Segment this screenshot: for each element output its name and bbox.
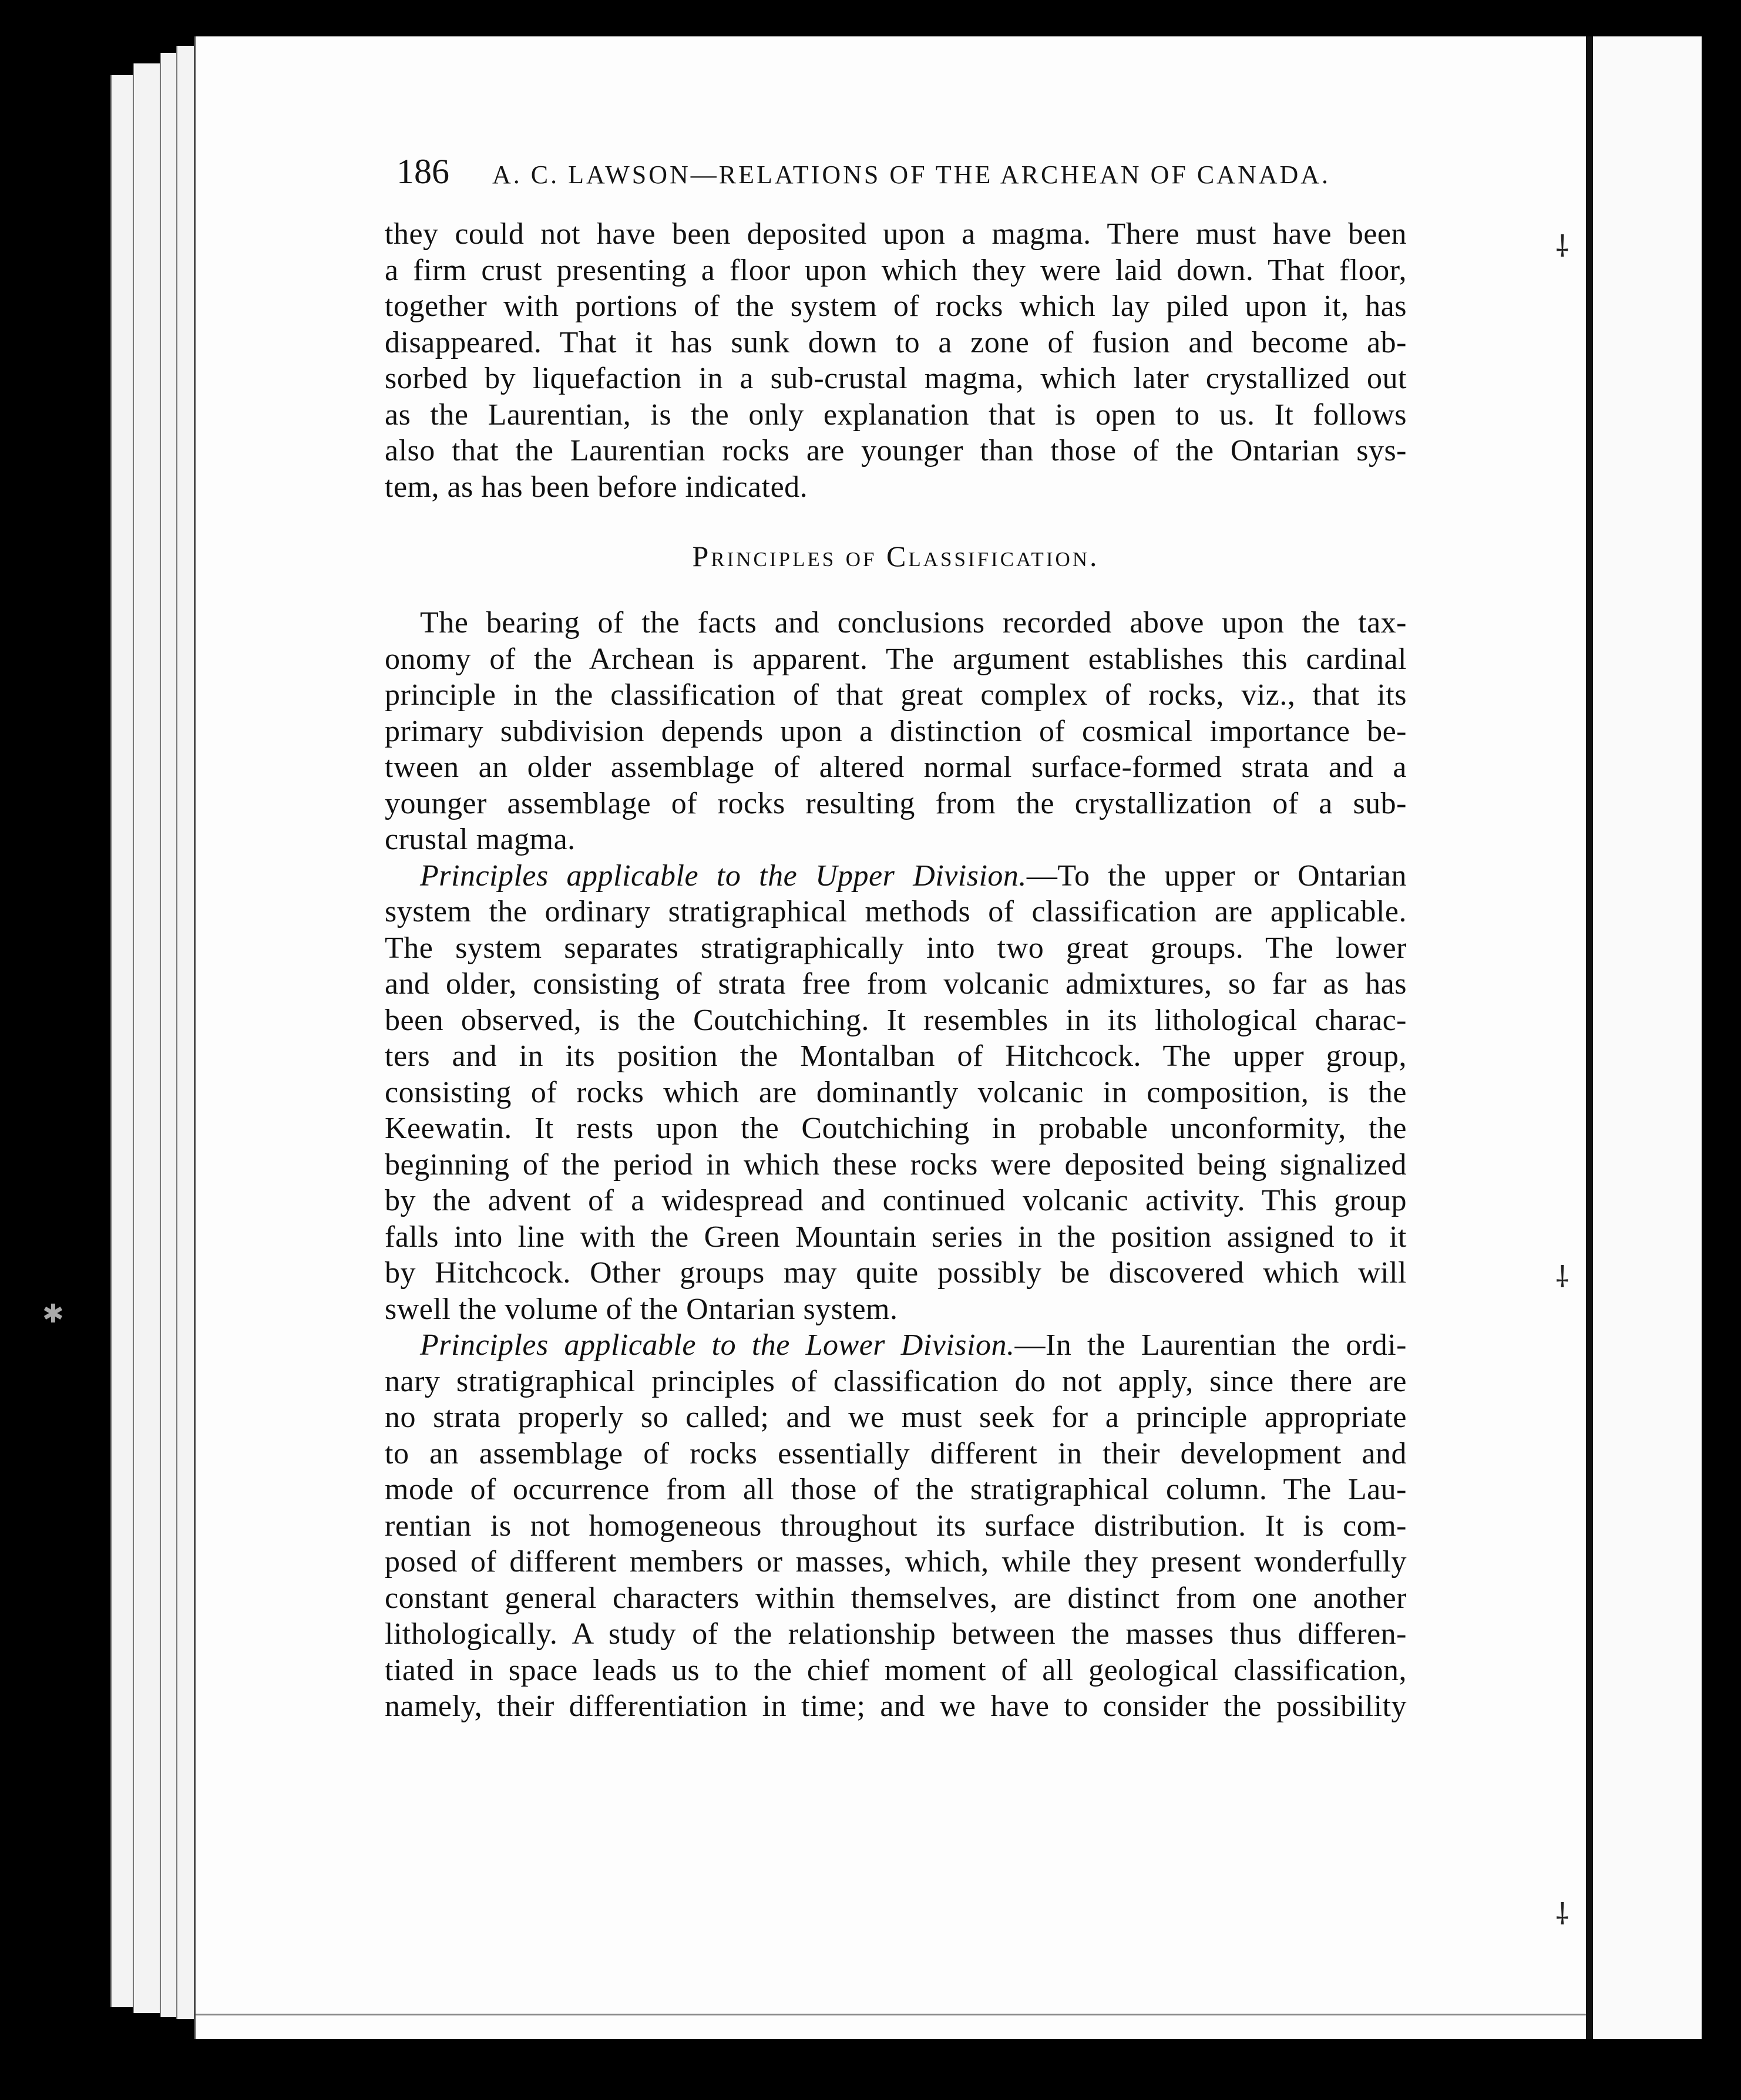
section-heading: Principles of Classification. xyxy=(692,540,1100,573)
text-line: posed of different members or masses, which, while they present wonderfully xyxy=(385,1545,1407,1579)
text-line: they could not have been deposited upon a magma. There must have been xyxy=(385,217,1407,251)
text-line: system the ordinary stratigraphical methods of classification are applicable. xyxy=(385,895,1407,928)
spine-mark-icon: ⸸ xyxy=(1555,1261,1569,1294)
text-line: lithologically. A study of the relationship between the masses thus differen- xyxy=(385,1617,1407,1651)
text-line xyxy=(385,1327,1407,1364)
spine-mark-icon: ⸸ xyxy=(1555,1898,1569,1931)
text-run: —In the Laurentian the ordi- xyxy=(1014,1328,1407,1362)
scan-mark-icon: ✱ xyxy=(42,1300,64,1328)
text-line: Keewatin. It rests upon the Coutchiching in probable unconformity, the xyxy=(385,1112,1407,1145)
text-line: namely, their differentiation in time; and we have to consider the possibility xyxy=(385,1690,1407,1723)
page-body xyxy=(385,216,1407,1725)
paragraph-upper-division xyxy=(385,858,1407,1328)
text-run: —To the upper or Ontarian xyxy=(1026,859,1407,893)
text-line: been observed, is the Coutchiching. It resembles in its lithological charac- xyxy=(385,1003,1407,1037)
paragraph-lower-division xyxy=(385,1327,1407,1725)
text-line: by the advent of a widespread and continued volcanic activity. This group xyxy=(385,1184,1407,1217)
text-line: to an assemblage of rocks essentially different in their development and xyxy=(385,1436,1407,1470)
text-line: The system separates stratigraphically into two great groups. The lower xyxy=(385,931,1407,965)
text-line: primary subdivision depends upon a distinction of cosmical importance be- xyxy=(385,714,1407,748)
text-line: tem, as has been before indicated. xyxy=(385,470,808,504)
text-line: falls into line with the Green Mountain series in the position assigned to it xyxy=(385,1220,1407,1254)
text-line: consisting of rocks which are dominantly volcanic in composition, is the xyxy=(385,1075,1407,1109)
text-line: disappeared. That it has sunk down to a zone of fusion and become ab- xyxy=(385,325,1407,359)
text-line: constant general characters within themselves, are distinct from one another xyxy=(385,1581,1407,1615)
paragraph-title: Principles applicable to the Upper Division. xyxy=(420,859,1027,893)
text-line xyxy=(385,858,1407,894)
text-line: nary stratigraphical principles of classification do not apply, since there are xyxy=(385,1364,1407,1398)
text-line: swell the volume of the Ontarian system. xyxy=(385,1292,898,1326)
text-line: as the Laurentian, is the only explanation that is open to us. It follows xyxy=(385,398,1407,432)
text-line: ters and in its position the Montalban of Hitchcock. The upper group, xyxy=(385,1039,1407,1073)
facing-page-edge xyxy=(1593,36,1702,2039)
paragraph-taxonomy xyxy=(385,605,1407,641)
text-line: beginning of the period in which these rocks were deposited being signalized xyxy=(385,1147,1407,1182)
paragraph-title: Principles applicable to the Lower Division. xyxy=(420,1328,1015,1362)
text-line: younger assemblage of rocks resulting from the crystallization of a sub- xyxy=(385,786,1407,820)
text-line: The bearing of the facts and conclusions recorded above upon the tax- xyxy=(420,606,1407,640)
paragraph-taxonomy-body xyxy=(385,641,1407,858)
text-line: crustal magma. xyxy=(385,823,576,856)
text-line: principle in the classification of that great complex of rocks, viz., that its xyxy=(385,678,1407,712)
running-head-title: A. C. LAWSON—RELATIONS OF THE ARCHEAN OF CANADA. xyxy=(492,160,1331,189)
intro-paragraph xyxy=(385,216,1407,505)
text-line: onomy of the Archean is apparent. The argument establishes this cardinal xyxy=(385,642,1407,676)
text-line: sorbed by liquefaction in a sub-crustal magma, which later crystallized out xyxy=(385,362,1407,395)
text-line: a firm crust presenting a floor upon which they were laid down. That floor, xyxy=(385,253,1407,287)
text-line: tween an older assemblage of altered normal surface-formed strata and a xyxy=(385,751,1407,784)
book-gutter xyxy=(1586,36,1593,2039)
spine-mark-icon: ⸸ xyxy=(1555,230,1569,263)
text-line: mode of occurrence from all those of the stratigraphical column. The Lau- xyxy=(385,1473,1407,1506)
text-line: also that the Laurentian rocks are younger than those of the Ontarian sys- xyxy=(385,434,1407,467)
text-line: together with portions of the system of rocks which lay piled upon it, has xyxy=(385,290,1407,323)
page-number: 186 xyxy=(396,152,449,191)
text-line: rentian is not homogeneous throughout its surface distribution. It is com- xyxy=(385,1509,1407,1543)
text-line: no strata properly so called; and we must seek for a principle appropriate xyxy=(385,1401,1407,1434)
text-line: and older, consisting of strata free from volcanic admixtures, so far as has xyxy=(385,967,1407,1001)
running-head xyxy=(396,152,1395,198)
text-line: by Hitchcock. Other groups may quite possibly be discovered which will xyxy=(385,1256,1407,1290)
text-line: tiated in space leads us to the chief moment of all geological classification, xyxy=(385,1653,1407,1687)
